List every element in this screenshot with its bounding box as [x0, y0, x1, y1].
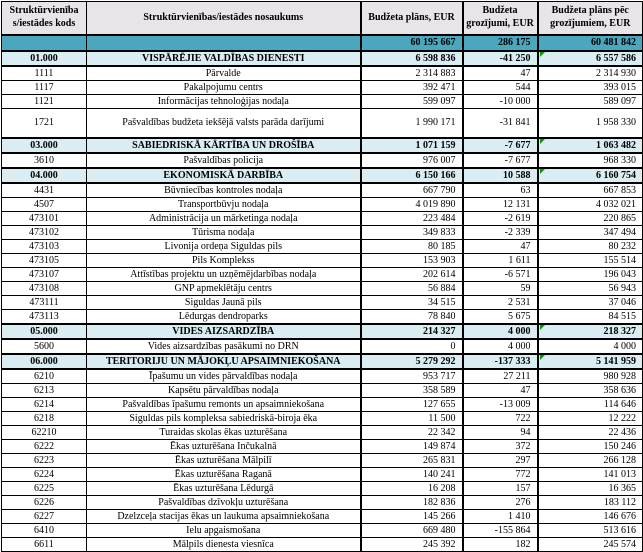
- plan-cell[interactable]: 127 655: [361, 397, 463, 411]
- plan-cell[interactable]: 599 097: [361, 94, 463, 108]
- table-row: [2, 495, 643, 509]
- code-cell[interactable]: 6222: [2, 439, 87, 453]
- table-row: [2, 324, 643, 339]
- name-cell[interactable]: GNP apmeklētāju centrs: [87, 281, 361, 295]
- cell-value: 347 494: [603, 226, 636, 238]
- table-row: [2, 295, 643, 309]
- plan-cell[interactable]: 349 833: [361, 225, 463, 239]
- table-row: [2, 239, 643, 253]
- plan-cell[interactable]: 153 903: [361, 253, 463, 267]
- code-cell[interactable]: 3610: [2, 153, 87, 168]
- amendments-cell[interactable]: -7 677: [463, 138, 538, 153]
- table-row: [2, 523, 643, 537]
- plan-after-cell[interactable]: [538, 225, 643, 239]
- plan-after-cell[interactable]: [538, 383, 643, 397]
- table-row: [2, 108, 643, 138]
- plan-cell[interactable]: 2 314 883: [361, 66, 463, 81]
- cell-value: 114 646: [603, 398, 636, 410]
- amendments-cell[interactable]: 12 131: [463, 197, 538, 211]
- name-cell[interactable]: Īpašumu un vides pārvaldības nodaļa: [87, 369, 361, 384]
- table-row: [2, 94, 643, 108]
- name-cell[interactable]: Tūrisma nodaļa: [87, 225, 361, 239]
- code-cell[interactable]: 473101: [2, 211, 87, 225]
- amendments-cell[interactable]: 276: [463, 495, 538, 509]
- error-marker-icon: [540, 139, 545, 144]
- amendments-cell[interactable]: 94: [463, 425, 538, 439]
- code-cell[interactable]: 5600: [2, 339, 87, 354]
- plan-after-cell[interactable]: [538, 138, 643, 153]
- cell-value: 1 958 330: [596, 117, 636, 128]
- name-cell[interactable]: Siguldas Jaunā pils: [87, 295, 361, 309]
- table-row: [2, 537, 643, 551]
- amendments-cell[interactable]: -6 571: [463, 267, 538, 281]
- plan-after-cell[interactable]: [538, 281, 643, 295]
- cell-value: 589 097: [603, 95, 636, 107]
- plan-cell[interactable]: 669 480: [361, 523, 463, 537]
- name-cell[interactable]: Pārvalde: [87, 66, 361, 81]
- name-cell[interactable]: Ēkas uzturēšana Raganā: [87, 467, 361, 481]
- table-row: [2, 425, 643, 439]
- amendments-cell[interactable]: 5 675: [463, 309, 538, 324]
- amendments-cell[interactable]: -10 000: [463, 94, 538, 108]
- amendments-cell[interactable]: -137 333: [463, 354, 538, 369]
- cell-value: 84 515: [608, 310, 636, 322]
- amendments-cell[interactable]: 27 211: [463, 369, 538, 384]
- plan-cell[interactable]: 223 484: [361, 211, 463, 225]
- plan-cell[interactable]: 140 241: [361, 467, 463, 481]
- table-row: [2, 369, 643, 384]
- plan-cell[interactable]: 22 342: [361, 425, 463, 439]
- col-header-amendments[interactable]: Budžeta grozījumi, EUR: [463, 2, 538, 35]
- name-cell[interactable]: Ēkas uzturēšana Inčukalnā: [87, 439, 361, 453]
- name-cell[interactable]: TERITORIJU UN MĀJOKĻU APSAIMNIEKOŠANA: [87, 354, 361, 369]
- cell-value: 513 616: [603, 524, 636, 536]
- name-cell[interactable]: Pakalpojumu centrs: [87, 80, 361, 94]
- table-row: [2, 51, 643, 66]
- code-cell[interactable]: 6227: [2, 509, 87, 523]
- amendments-cell[interactable]: 544: [463, 80, 538, 94]
- cell-value: 980 928: [603, 370, 636, 382]
- plan-after-cell[interactable]: [538, 253, 643, 267]
- table-row: [2, 397, 643, 411]
- table-row: [2, 439, 643, 453]
- table-row: [2, 80, 643, 94]
- amendments-cell[interactable]: 372: [463, 439, 538, 453]
- name-cell[interactable]: Pils Komplekss: [87, 253, 361, 267]
- code-cell[interactable]: 4507: [2, 197, 87, 211]
- plan-after-cell[interactable]: [538, 51, 643, 66]
- table-row: [2, 509, 643, 523]
- code-cell[interactable]: 473105: [2, 253, 87, 267]
- plan-after-cell[interactable]: [538, 309, 643, 324]
- amendments-cell[interactable]: 182: [463, 537, 538, 551]
- table-row: [2, 309, 643, 324]
- code-cell[interactable]: 6223: [2, 453, 87, 467]
- code-cell[interactable]: 6224: [2, 467, 87, 481]
- totals-plan-cell[interactable]: 60 195 667: [361, 35, 463, 51]
- name-cell[interactable]: Dzelzceļa stacijas ēkas un laukuma apsaimniekošana: [87, 509, 361, 523]
- table-row: [2, 339, 643, 354]
- cell-value: 6 160 754: [596, 169, 636, 181]
- table-row: [2, 467, 643, 481]
- code-cell[interactable]: 473113: [2, 309, 87, 324]
- plan-after-cell[interactable]: [538, 324, 643, 339]
- code-cell[interactable]: 6210: [2, 369, 87, 384]
- code-cell[interactable]: 1117: [2, 80, 87, 94]
- error-marker-icon: [540, 169, 545, 174]
- code-cell[interactable]: 473102: [2, 225, 87, 239]
- name-cell[interactable]: Transportbūvju nodaļa: [87, 197, 361, 211]
- code-cell[interactable]: 01.000: [2, 51, 87, 66]
- amendments-cell[interactable]: 10 588: [463, 168, 538, 183]
- plan-after-cell[interactable]: [538, 295, 643, 309]
- cell-value: 2 314 930: [596, 67, 636, 79]
- plan-after-cell[interactable]: [538, 183, 643, 198]
- error-marker-icon: [540, 355, 545, 360]
- code-cell[interactable]: 6226: [2, 495, 87, 509]
- amendments-cell[interactable]: 63: [463, 183, 538, 198]
- plan-after-cell[interactable]: [538, 425, 643, 439]
- amendments-cell[interactable]: -2 619: [463, 211, 538, 225]
- table-row: [2, 411, 643, 425]
- totals-code-cell[interactable]: [2, 35, 87, 51]
- name-cell[interactable]: Pašvaldības īpašumu remonts un apsaimniekošana: [87, 397, 361, 411]
- plan-cell[interactable]: 202 614: [361, 267, 463, 281]
- plan-after-cell[interactable]: [538, 94, 643, 108]
- table-row: [2, 453, 643, 467]
- cell-value: 667 853: [603, 184, 636, 196]
- plan-cell[interactable]: 5 279 292: [361, 354, 463, 369]
- cell-value: 150 246: [603, 440, 636, 452]
- amendments-cell[interactable]: 4 000: [463, 339, 538, 354]
- code-cell[interactable]: 62210: [2, 425, 87, 439]
- plan-after-cell[interactable]: [538, 411, 643, 425]
- code-cell[interactable]: 04.000: [2, 168, 87, 183]
- name-cell[interactable]: Ielu apgaismošana: [87, 523, 361, 537]
- plan-cell[interactable]: 953 717: [361, 369, 463, 384]
- code-cell[interactable]: 6410: [2, 523, 87, 537]
- cell-value: 5 141 959: [596, 355, 636, 367]
- cell-value: 37 046: [608, 296, 636, 308]
- plan-cell[interactable]: 78 840: [361, 309, 463, 324]
- col-header-plan[interactable]: Budžeta plāns, EUR: [361, 2, 463, 35]
- plan-cell[interactable]: 149 874: [361, 439, 463, 453]
- cell-value: 1 063 482: [596, 139, 636, 151]
- cell-value: 6 557 586: [596, 52, 636, 64]
- code-cell[interactable]: 473111: [2, 295, 87, 309]
- table-row: [2, 153, 643, 168]
- code-cell[interactable]: 1721: [2, 108, 87, 138]
- amendments-cell[interactable]: 47: [463, 66, 538, 81]
- amendments-cell[interactable]: -2 339: [463, 225, 538, 239]
- amendments-cell[interactable]: 47: [463, 383, 538, 397]
- name-cell[interactable]: EKONOMISKĀ DARBĪBA: [87, 168, 361, 183]
- cell-value: 218 327: [603, 325, 636, 337]
- cell-value: 146 676: [603, 510, 636, 522]
- plan-after-cell[interactable]: [538, 509, 643, 523]
- plan-cell[interactable]: 976 007: [361, 153, 463, 168]
- name-cell[interactable]: Livonija ordeņa Siguldas pils: [87, 239, 361, 253]
- amendments-cell[interactable]: 1 611: [463, 253, 538, 267]
- code-cell[interactable]: 6225: [2, 481, 87, 495]
- amendments-cell[interactable]: 722: [463, 411, 538, 425]
- name-cell[interactable]: Pašvaldības budžeta iekšējā valsts parāda darījumi: [87, 108, 361, 138]
- plan-cell[interactable]: 11 500: [361, 411, 463, 425]
- cell-value: 393 015: [603, 81, 636, 93]
- cell-value: 12 222: [608, 412, 636, 424]
- name-cell[interactable]: Ēkas uzturēšana Lēdurgā: [87, 481, 361, 495]
- name-cell[interactable]: VISPĀRĒJIE VALDĪBAS DIENESTI: [87, 51, 361, 66]
- plan-cell[interactable]: 0: [361, 339, 463, 354]
- amendments-cell[interactable]: 157: [463, 481, 538, 495]
- table-row: [2, 66, 643, 81]
- plan-cell[interactable]: 56 884: [361, 281, 463, 295]
- code-cell[interactable]: 06.000: [2, 354, 87, 369]
- cell-value: 220 865: [603, 212, 636, 224]
- amendments-cell[interactable]: 47: [463, 239, 538, 253]
- amendments-cell[interactable]: 4 000: [463, 324, 538, 339]
- code-cell[interactable]: 03.000: [2, 138, 87, 153]
- name-cell[interactable]: Lēdurgas dendroparks: [87, 309, 361, 324]
- plan-cell[interactable]: 145 266: [361, 509, 463, 523]
- col-header-plan-after[interactable]: Budžeta plāns pēc grozījumiem, EUR: [538, 2, 643, 35]
- name-cell[interactable]: Kapsētu pārvaldības nodaļa: [87, 383, 361, 397]
- cell-value: 968 330: [603, 154, 636, 166]
- name-cell[interactable]: Ēkas uzturēšana Mālpilī: [87, 453, 361, 467]
- plan-after-cell[interactable]: [538, 108, 643, 138]
- name-cell[interactable]: Informācijas tehnoloģijas nodaļa: [87, 94, 361, 108]
- plan-cell[interactable]: 182 836: [361, 495, 463, 509]
- cell-value: 4 000: [613, 340, 636, 352]
- code-cell[interactable]: 473107: [2, 267, 87, 281]
- totals-row: [2, 35, 643, 51]
- plan-after-cell[interactable]: [538, 267, 643, 281]
- plan-cell[interactable]: 265 831: [361, 453, 463, 467]
- plan-after-cell[interactable]: [538, 197, 643, 211]
- amendments-cell[interactable]: 1 410: [463, 509, 538, 523]
- plan-cell[interactable]: 1 990 171: [361, 108, 463, 138]
- plan-after-cell[interactable]: [538, 481, 643, 495]
- plan-after-cell[interactable]: [538, 523, 643, 537]
- table-row: [2, 168, 643, 183]
- plan-after-cell[interactable]: [538, 80, 643, 94]
- totals-amendments-cell[interactable]: 286 175: [463, 35, 538, 51]
- plan-after-cell[interactable]: [538, 467, 643, 481]
- amendments-cell[interactable]: 2 531: [463, 295, 538, 309]
- plan-after-cell[interactable]: [538, 495, 643, 509]
- code-cell[interactable]: 6218: [2, 411, 87, 425]
- name-cell[interactable]: Turaidas skolas ēkas uzturēšana: [87, 425, 361, 439]
- plan-after-cell[interactable]: [538, 369, 643, 384]
- plan-cell[interactable]: 358 589: [361, 383, 463, 397]
- error-marker-icon: [540, 52, 545, 57]
- plan-after-cell[interactable]: [538, 439, 643, 453]
- amendments-cell[interactable]: 297: [463, 453, 538, 467]
- plan-cell[interactable]: 80 185: [361, 239, 463, 253]
- col-header-name[interactable]: Struktūrvienības/iestādes nosaukums: [87, 2, 361, 35]
- code-cell[interactable]: 4431: [2, 183, 87, 198]
- name-cell[interactable]: Būvniecības kontroles nodaļa: [87, 183, 361, 198]
- cell-value: 155 514: [603, 254, 636, 266]
- table-row: [2, 211, 643, 225]
- amendments-cell[interactable]: -13 009: [463, 397, 538, 411]
- error-marker-icon: [540, 325, 545, 330]
- name-cell[interactable]: Mālpils dienesta viesnīca: [87, 537, 361, 551]
- code-cell[interactable]: 1121: [2, 94, 87, 108]
- code-cell[interactable]: 6213: [2, 383, 87, 397]
- table-row: [2, 138, 643, 153]
- amendments-cell[interactable]: -155 864: [463, 523, 538, 537]
- cell-value: 80 232: [608, 240, 636, 252]
- plan-after-cell[interactable]: [538, 537, 643, 551]
- amendments-cell[interactable]: -41 250: [463, 51, 538, 66]
- table-row: [2, 225, 643, 239]
- budget-table: [1, 1, 643, 552]
- plan-cell[interactable]: 214 327: [361, 324, 463, 339]
- plan-after-cell[interactable]: [538, 453, 643, 467]
- name-cell[interactable]: Administrācija un mārketinga nodaļa: [87, 211, 361, 225]
- table-row: [2, 383, 643, 397]
- name-cell[interactable]: Siguldas pils kompleksa sabiedriskā-biroja ēka: [87, 411, 361, 425]
- code-cell[interactable]: 473108: [2, 281, 87, 295]
- amendments-cell[interactable]: -31 841: [463, 108, 538, 138]
- totals-name-cell[interactable]: [87, 35, 361, 51]
- name-cell[interactable]: SABIEDRISKĀ KĀRTĪBA UN DROŠĪBA: [87, 138, 361, 153]
- code-cell[interactable]: 6214: [2, 397, 87, 411]
- plan-after-cell[interactable]: [538, 239, 643, 253]
- amendments-cell[interactable]: 59: [463, 281, 538, 295]
- name-cell[interactable]: Pašvaldības dzīvokļu uzturēšana: [87, 495, 361, 509]
- plan-cell[interactable]: 6 598 836: [361, 51, 463, 66]
- plan-cell[interactable]: 16 208: [361, 481, 463, 495]
- plan-after-cell[interactable]: [538, 211, 643, 225]
- cell-value: 183 112: [603, 496, 636, 508]
- code-cell[interactable]: 6611: [2, 537, 87, 551]
- table-row: [2, 197, 643, 211]
- table-row: [2, 253, 643, 267]
- totals-plan-after-cell[interactable]: 60 481 842: [538, 35, 643, 51]
- cell-value: 141 013: [603, 468, 636, 480]
- code-cell[interactable]: 473103: [2, 239, 87, 253]
- name-cell[interactable]: Vides aizsardzības pasākumi no DRN: [87, 339, 361, 354]
- code-cell[interactable]: 05.000: [2, 324, 87, 339]
- table-row: [2, 281, 643, 295]
- code-cell[interactable]: 1111: [2, 66, 87, 81]
- table-row: [2, 354, 643, 369]
- table-row: [2, 267, 643, 281]
- plan-after-cell[interactable]: [538, 354, 643, 369]
- plan-after-cell[interactable]: [538, 66, 643, 81]
- cell-value: 4 032 021: [596, 198, 636, 210]
- cell-value: 22 436: [608, 426, 636, 438]
- name-cell[interactable]: Attīstības projektu un uzņēmējdarbības nodaļa: [87, 267, 361, 281]
- amendments-cell[interactable]: -7 677: [463, 153, 538, 168]
- plan-after-cell[interactable]: [538, 339, 643, 354]
- cell-value: 16 365: [608, 482, 636, 494]
- plan-cell[interactable]: 245 392: [361, 537, 463, 551]
- header-row: [2, 2, 643, 35]
- plan-cell[interactable]: 1 071 159: [361, 138, 463, 153]
- cell-value: 56 943: [608, 282, 636, 294]
- plan-after-cell[interactable]: [538, 397, 643, 411]
- plan-after-cell[interactable]: [538, 153, 643, 168]
- plan-cell[interactable]: 667 790: [361, 183, 463, 198]
- plan-cell[interactable]: 4 019 890: [361, 197, 463, 211]
- col-header-code[interactable]: Struktūrvienība s/iestādes kods: [2, 2, 87, 35]
- plan-after-cell[interactable]: [538, 168, 643, 183]
- plan-cell[interactable]: 34 515: [361, 295, 463, 309]
- cell-value: 266 128: [603, 454, 636, 466]
- plan-cell[interactable]: 6 150 166: [361, 168, 463, 183]
- plan-cell[interactable]: 392 471: [361, 80, 463, 94]
- table-row: [2, 183, 643, 198]
- name-cell[interactable]: VIDES AIZSARDZĪBA: [87, 324, 361, 339]
- cell-value: 358 636: [603, 384, 636, 396]
- cell-value: 196 043: [603, 268, 636, 280]
- table-row: [2, 481, 643, 495]
- cell-value: 245 574: [603, 538, 636, 550]
- name-cell[interactable]: Pašvaldības policija: [87, 153, 361, 168]
- amendments-cell[interactable]: 772: [463, 467, 538, 481]
